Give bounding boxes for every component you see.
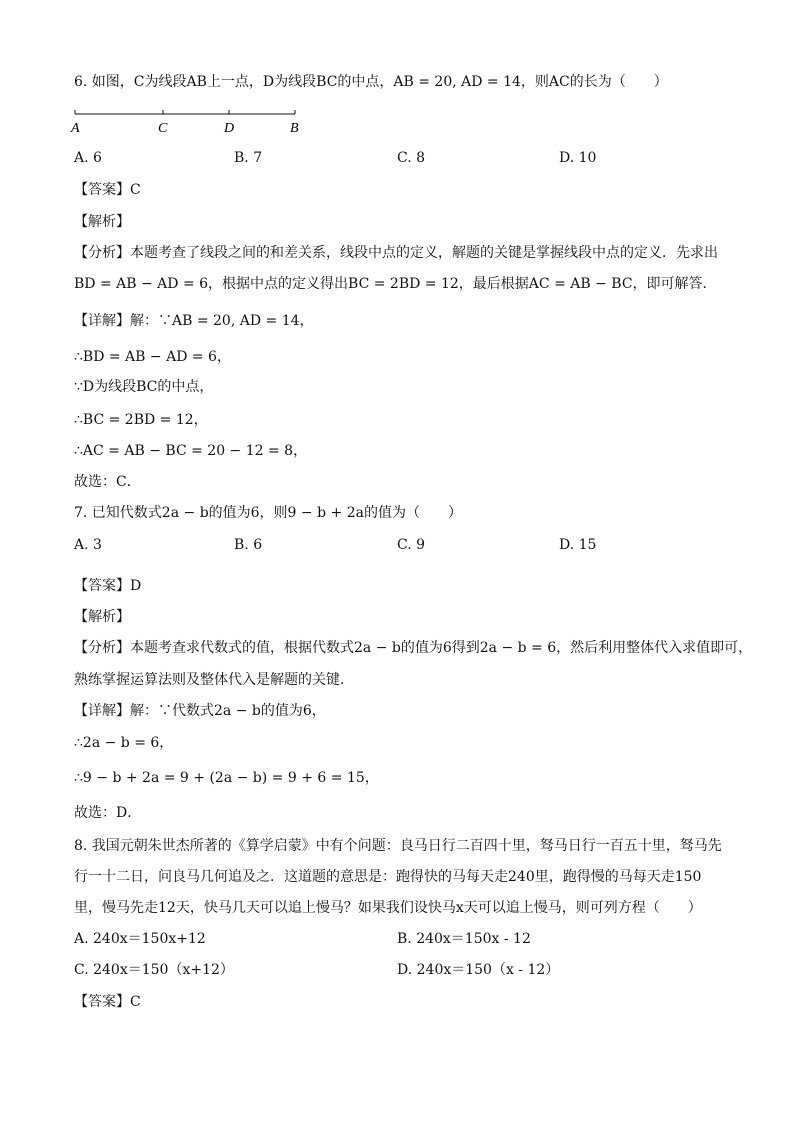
q6-stem: 6. 如图，C为线段AB上一点，D为线段BC的中点，AB = 20, AD = 14，则AC的长为（ ） [74, 74, 668, 90]
q7-choose: 故选：D． [74, 805, 142, 821]
q6-choose: 故选：C． [74, 474, 141, 490]
q6-detail-line-4: ∴BC = 2BD = 12， [74, 412, 208, 428]
q7-option-d: D. 15 [559, 537, 597, 553]
q8-stem-line-2: 行一十二日，问良马几何追及之．这道题的意思是：跑得快的马每天走240里，跑得慢的马每天走150 [74, 869, 702, 885]
q8-option-a: A. 240x＝150x+12 [74, 931, 206, 947]
q8-option-c: C. 240x＝150（x+12） [74, 962, 234, 978]
q6-answer: 【答案】C [74, 182, 141, 198]
q8-option-d: D. 240x＝150（x - 12） [397, 962, 560, 978]
q7-analysis-line-1: 【分析】本题考查求代数式的值，根据代数式2a − b的值为6得到2a − b = 6，然后利用整体代入求值即可， [74, 640, 753, 656]
q6-analysis-title: 【解析】 [74, 214, 130, 230]
point-label-c: C [158, 121, 168, 136]
q7-detail-line-1: 【详解】解：∵代数式2a − b的值为6， [74, 703, 326, 719]
q6-option-d: D. 10 [559, 150, 597, 166]
q6-option-a: A. 6 [74, 150, 102, 166]
q8-option-b: B. 240x＝150x - 12 [397, 931, 531, 947]
q6-option-c: C. 8 [397, 150, 426, 166]
q7-analysis-title: 【解析】 [74, 609, 130, 625]
q7-option-c: C. 9 [397, 537, 426, 553]
q7-answer: 【答案】D [74, 578, 142, 594]
q8-stem-line-1: 8. 我国元朝朱世杰所著的《算学启蒙》中有个问题：良马日行二百四十里，驽马日行一百五十里，驽马先 [74, 838, 722, 854]
q6-detail-line-2: ∴BD = AB − AD = 6， [74, 349, 231, 365]
q7-option-b: B. 6 [234, 537, 263, 553]
q7-detail-line-2: ∴2a − b = 6， [74, 735, 174, 751]
point-label-d: D [224, 121, 235, 136]
segment-figure [70, 106, 310, 140]
q7-analysis-line-2: 熟练掌握运算法则及整体代入是解题的关键． [74, 672, 354, 688]
q6-analysis-line-2: BD = AB − AD = 6，根据中点的定义得出BC = 2BD = 12，最后根据AC = AB − BC，即可解答． [74, 276, 717, 292]
q8-answer: 【答案】C [74, 994, 141, 1010]
q7-detail-line-3: ∴9 − b + 2a = 9 + (2a − b) = 9 + 6 = 15， [74, 770, 379, 786]
q6-detail-line-1: 【详解】解：∵AB = 20, AD = 14， [74, 313, 314, 329]
q6-detail-line-5: ∴AC = AB − BC = 20 − 12 = 8， [74, 443, 308, 459]
q6-analysis-line-1: 【分析】本题考查了线段之间的和差关系，线段中点的定义，解题的关键是掌握线段中点的定义．先求出 [74, 245, 718, 261]
q8-stem-line-3: 里，慢马先走12天，快马几天可以追上慢马？如果我们设快马x天可以追上慢马，则可列方程（ ） [74, 900, 702, 916]
q7-option-a: A. 3 [74, 537, 102, 553]
q7-stem: 7. 已知代数式2a − b的值为6，则9 − b + 2a的值为（ ） [74, 505, 462, 521]
q6-option-b: B. 7 [234, 150, 263, 166]
point-label-a: A [71, 121, 80, 136]
q6-detail-line-3: ∵D为线段BC的中点， [74, 379, 214, 395]
point-label-b: B [290, 121, 299, 136]
